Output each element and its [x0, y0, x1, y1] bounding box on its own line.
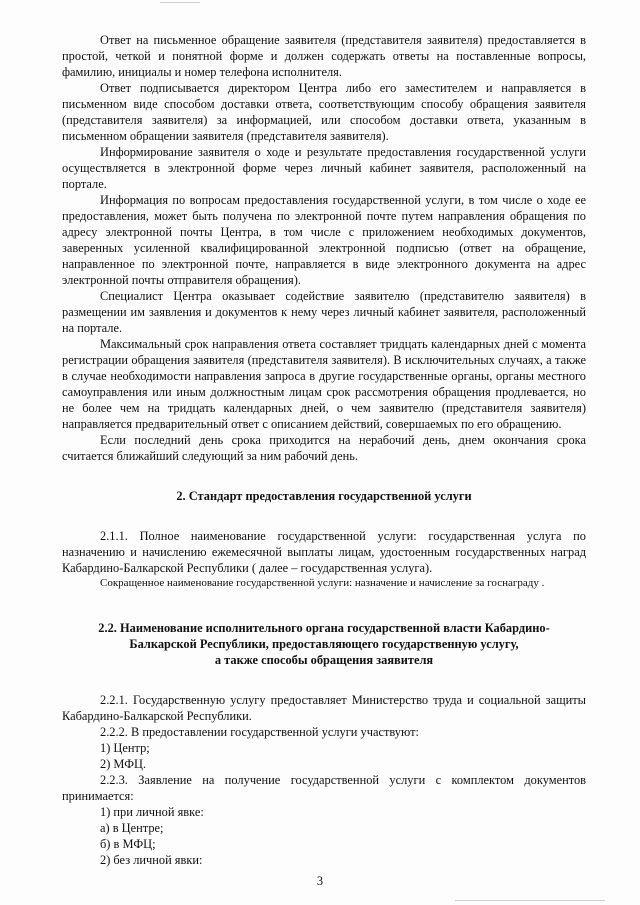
paragraph-short-name: Сокращенное наименование государственной услуги: назначение и начисление за госнаграду .	[100, 577, 545, 589]
page-number: 3	[316, 874, 324, 888]
scan-mark-top	[160, 2, 200, 3]
list-item: 2) МФЦ.	[100, 757, 147, 771]
paragraph-email-info: Информация по вопросам предоставления государственной услуги, в том числе о ходе ее предоставления, может быть получена по электронной почте путем направления обращения по адресу электронной почты Центра, в том числе с приложением необходимых документов, заверенных усиленной квалифицированной электронной подписью (ответ на обращение, направленное по электронной почте, направляется в виде электронного документа на адрес электронной почты отправителя обращения).	[62, 193, 586, 287]
list-item: б) в МФЦ;	[100, 837, 156, 851]
paragraph-2-2-2: 2.2.2. В предоставлении государственной услуги участвуют:	[100, 725, 419, 739]
list-item: 1) Центр;	[100, 741, 150, 755]
paragraph-2-2-3: 2.2.3. Заявление на получение государственной услуги с комплектом документов принимается:	[62, 773, 586, 803]
paragraph-specialist-help: Специалист Центра оказывает содействие заявителю (представителю заявителя) в размещении им заявления и документов к нему через личный кабинет заявителя, расположенный на портале.	[62, 289, 586, 335]
section-2-2-heading-line: Балкарской Республики, предоставляющего государственную услугу,	[129, 637, 519, 651]
paragraph-max-term: Максимальный срок направления ответа составляет тридцать календарных дней с момента регистрации обращения заявителя (представителя заявителя). В исключительных случаях, а также в случае необходимости направления запроса в другие государственные органы, органы местного самоуправления или иным должностным лицам срок рассмотрения обращения продлевается, но не более чем на тридцать календарных дней, о чем заявителю (представителя заявителя) направляется предварительный ответ с описанием действий, совершаемых по его обращению.	[62, 337, 586, 431]
paragraph-answer-form: Ответ на письменное обращение заявителя (представителя заявителя) предоставляется в простой, четкой и понятной форме и должен содержать ответы на поставленные вопросы, фамилию, инициалы и номер телефона исполнителя.	[62, 33, 586, 79]
list-item: 1) при личной явке:	[100, 805, 204, 819]
document-body	[62, 32, 586, 868]
paragraph-holiday-rule: Если последний день срока приходится на нерабочий день, днем окончания срока считается ближайший следующий за ним рабочий день.	[62, 433, 586, 463]
section-2-heading: 2. Стандарт предоставления государственной услуги	[176, 489, 472, 503]
paragraph-2-2-1: 2.2.1. Государственную услугу предоставляет Министерство труда и социальной защиты Кабардино-Балкарской Республики.	[62, 693, 586, 723]
paragraph-answer-signing: Ответ подписывается директором Центра либо его заместителем и направляется в письменном виде способом доставки ответа, соответствующим способу обращения заявителя (представителя заявителя) за информацией, или способом доставки ответа, указанным в письменном обращении заявителя (представителя заявителя).	[62, 81, 586, 143]
paragraph-2-1-1: 2.1.1. Полное наименование государственной услуги: государственная услуга по назначению и начислению ежемесячной выплаты лицам, удостоенным государственных наград Кабардино-Балкарской Республики ( далее – государственная услуга).	[62, 529, 586, 575]
list-item: 2) без личной явки:	[100, 853, 203, 867]
scan-mark-bottom	[455, 900, 605, 901]
list-item: а) в Центре;	[100, 821, 164, 835]
section-2-2-heading	[62, 620, 586, 668]
paragraph-informing: Информирование заявителя о ходе и результате предоставления государственной услуги осуществляется в электронной форме через личный кабинет заявителя, расположенный на портале.	[62, 145, 586, 191]
section-2-2-heading-line: 2.2. Наименование исполнительного органа государственной власти Кабардино-	[98, 621, 550, 635]
section-2-2-heading-line: а также способы обращения заявителя	[214, 653, 434, 667]
